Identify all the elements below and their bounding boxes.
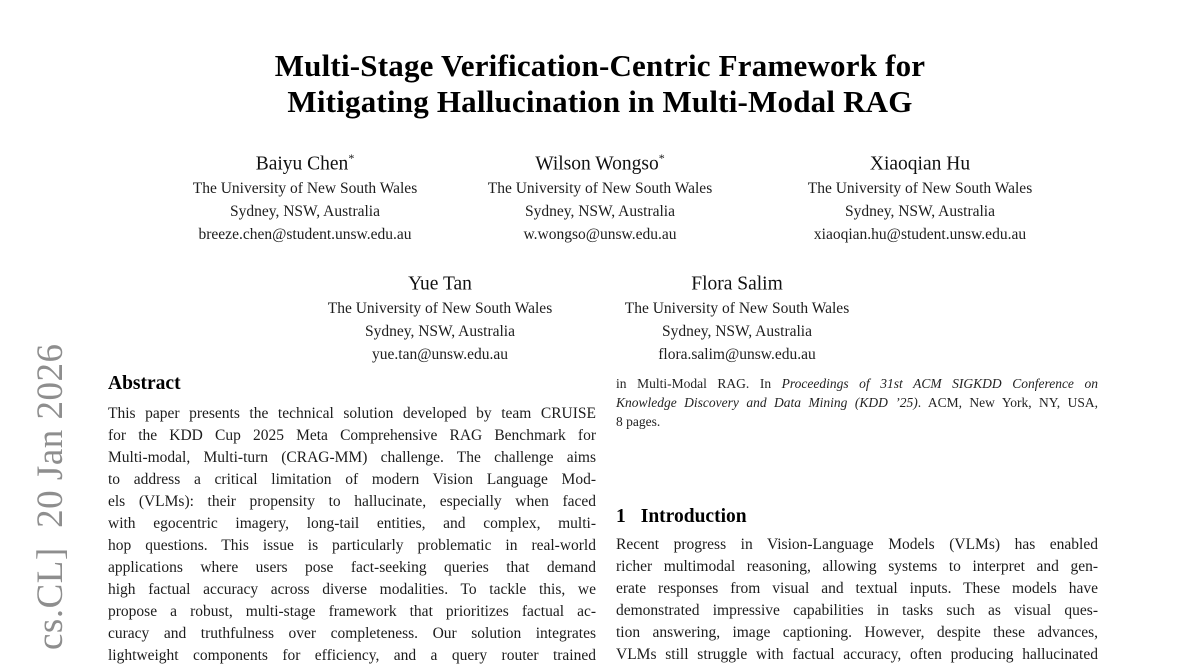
author-name bbox=[592, 266, 882, 297]
author-name bbox=[295, 266, 585, 297]
introduction-line: demonstrated impressive capabilities in tasks such as visual ques- bbox=[616, 602, 1098, 619]
citation-line: 8 pages. bbox=[616, 414, 661, 429]
author-name-text: Yue Tan bbox=[408, 273, 472, 295]
citation-line bbox=[616, 393, 1098, 412]
abstract-paragraph bbox=[108, 403, 596, 667]
introduction-heading bbox=[616, 505, 1098, 528]
abstract-line: for the KDD Cup 2025 Meta Comprehensive RAG Benchmark for bbox=[108, 427, 596, 444]
introduction-line: erate responses from visual and textual inputs. These models have bbox=[616, 580, 1098, 597]
introduction-paragraph bbox=[616, 534, 1098, 666]
abstract-line: propose a robust, multi-stage framework that prioritizes factual ac- bbox=[108, 603, 596, 620]
abstract-section bbox=[108, 372, 596, 667]
author-city: Sydney, NSW, Australia bbox=[845, 202, 995, 220]
author-affiliation: The University of New South Wales bbox=[624, 299, 850, 317]
introduction-line: Recent progress in Vision-Language Models (VLMs) has enabled bbox=[616, 536, 1098, 553]
abstract-line: applications where users pose fact-seeking queries that demand bbox=[108, 559, 596, 576]
citation-text: . ACM, New York, NY, USA, bbox=[917, 395, 1098, 410]
author-name-text: Flora Salim bbox=[691, 273, 783, 295]
acm-citation bbox=[616, 374, 1098, 431]
author-name-text: Xiaoqian Hu bbox=[869, 153, 971, 175]
abstract-line: with egocentric imagery, long-tail entities, and complex, multi- bbox=[108, 515, 596, 532]
author-city: Sydney, NSW, Australia bbox=[230, 202, 380, 220]
title-line-2: Mitigating Hallucination in Multi-Modal RAG bbox=[287, 84, 913, 119]
citation-line bbox=[616, 374, 1098, 393]
author-affiliation: The University of New South Wales bbox=[192, 179, 418, 197]
author-name-text: Baiyu Chen bbox=[255, 153, 349, 175]
author-block bbox=[755, 146, 1085, 246]
title-line-1: Multi-Stage Verification-Centric Framework for bbox=[274, 48, 926, 83]
abstract-line-clipped: lightweight components for efficiency, and a query router trained bbox=[108, 647, 596, 664]
author-affiliation: The University of New South Wales bbox=[487, 179, 713, 197]
author-footnote-marker: * bbox=[348, 151, 355, 165]
section-number: 1 bbox=[616, 506, 626, 527]
arxiv-stamp: cs.CL] 20 Jan 2026 bbox=[30, 343, 71, 650]
author-block bbox=[435, 146, 765, 246]
author-name-text: Wilson Wongso bbox=[535, 153, 659, 175]
author-city: Sydney, NSW, Australia bbox=[662, 322, 812, 340]
author-block bbox=[140, 146, 470, 246]
citation-text: in Multi-Modal RAG. In bbox=[616, 376, 782, 391]
author-email: xiaoqian.hu@student.unsw.edu.au bbox=[813, 225, 1027, 243]
abstract-line: curacy and truthfulness over completeness. Our solution integrates bbox=[108, 625, 596, 642]
citation-venue-italic: Knowledge Discovery and Data Mining (KDD ’25) bbox=[616, 395, 918, 410]
author-city: Sydney, NSW, Australia bbox=[525, 202, 675, 220]
author-city: Sydney, NSW, Australia bbox=[365, 322, 515, 340]
author-name bbox=[755, 146, 1085, 177]
abstract-line: to address a critical limitation of modern Vision Language Mod- bbox=[108, 471, 596, 488]
author-email: flora.salim@unsw.edu.au bbox=[658, 345, 816, 363]
author-affiliation: The University of New South Wales bbox=[327, 299, 553, 317]
abstract-line: Multi-modal, Multi-turn (CRAG-MM) challenge. The challenge aims bbox=[108, 449, 596, 466]
author-block bbox=[295, 266, 585, 366]
abstract-line: els (VLMs): their propensity to hallucinate, especially when faced bbox=[108, 493, 596, 510]
abstract-line: hop questions. This issue is particularly problematic in real-world bbox=[108, 537, 596, 554]
author-affiliation: The University of New South Wales bbox=[807, 179, 1033, 197]
paper-title bbox=[0, 48, 1200, 120]
author-footnote-marker: * bbox=[658, 151, 665, 165]
section-title: Introduction bbox=[640, 506, 747, 527]
abstract-heading: Abstract bbox=[108, 373, 181, 394]
introduction-line: richer multimodal reasoning, allowing systems to interpret and gen- bbox=[616, 558, 1098, 575]
author-email: w.wongso@unsw.edu.au bbox=[523, 225, 677, 243]
author-name bbox=[435, 146, 765, 177]
abstract-line: This paper presents the technical solution developed by team CRUISE bbox=[108, 405, 596, 422]
right-column bbox=[616, 374, 1098, 666]
author-name bbox=[140, 146, 470, 177]
abstract-line: high factual accuracy across diverse modalities. To tackle this, we bbox=[108, 581, 596, 598]
author-email: yue.tan@unsw.edu.au bbox=[372, 345, 508, 363]
author-email: breeze.chen@student.unsw.edu.au bbox=[198, 225, 412, 243]
introduction-line: tion answering, image captioning. However, despite these advances, bbox=[616, 624, 1098, 641]
citation-venue-italic: Proceedings of 31st ACM SIGKDD Conference on bbox=[781, 376, 1098, 391]
author-block bbox=[592, 266, 882, 366]
introduction-line-clipped: VLMs still struggle with factual accuracy, often producing hallucinated bbox=[616, 646, 1098, 663]
